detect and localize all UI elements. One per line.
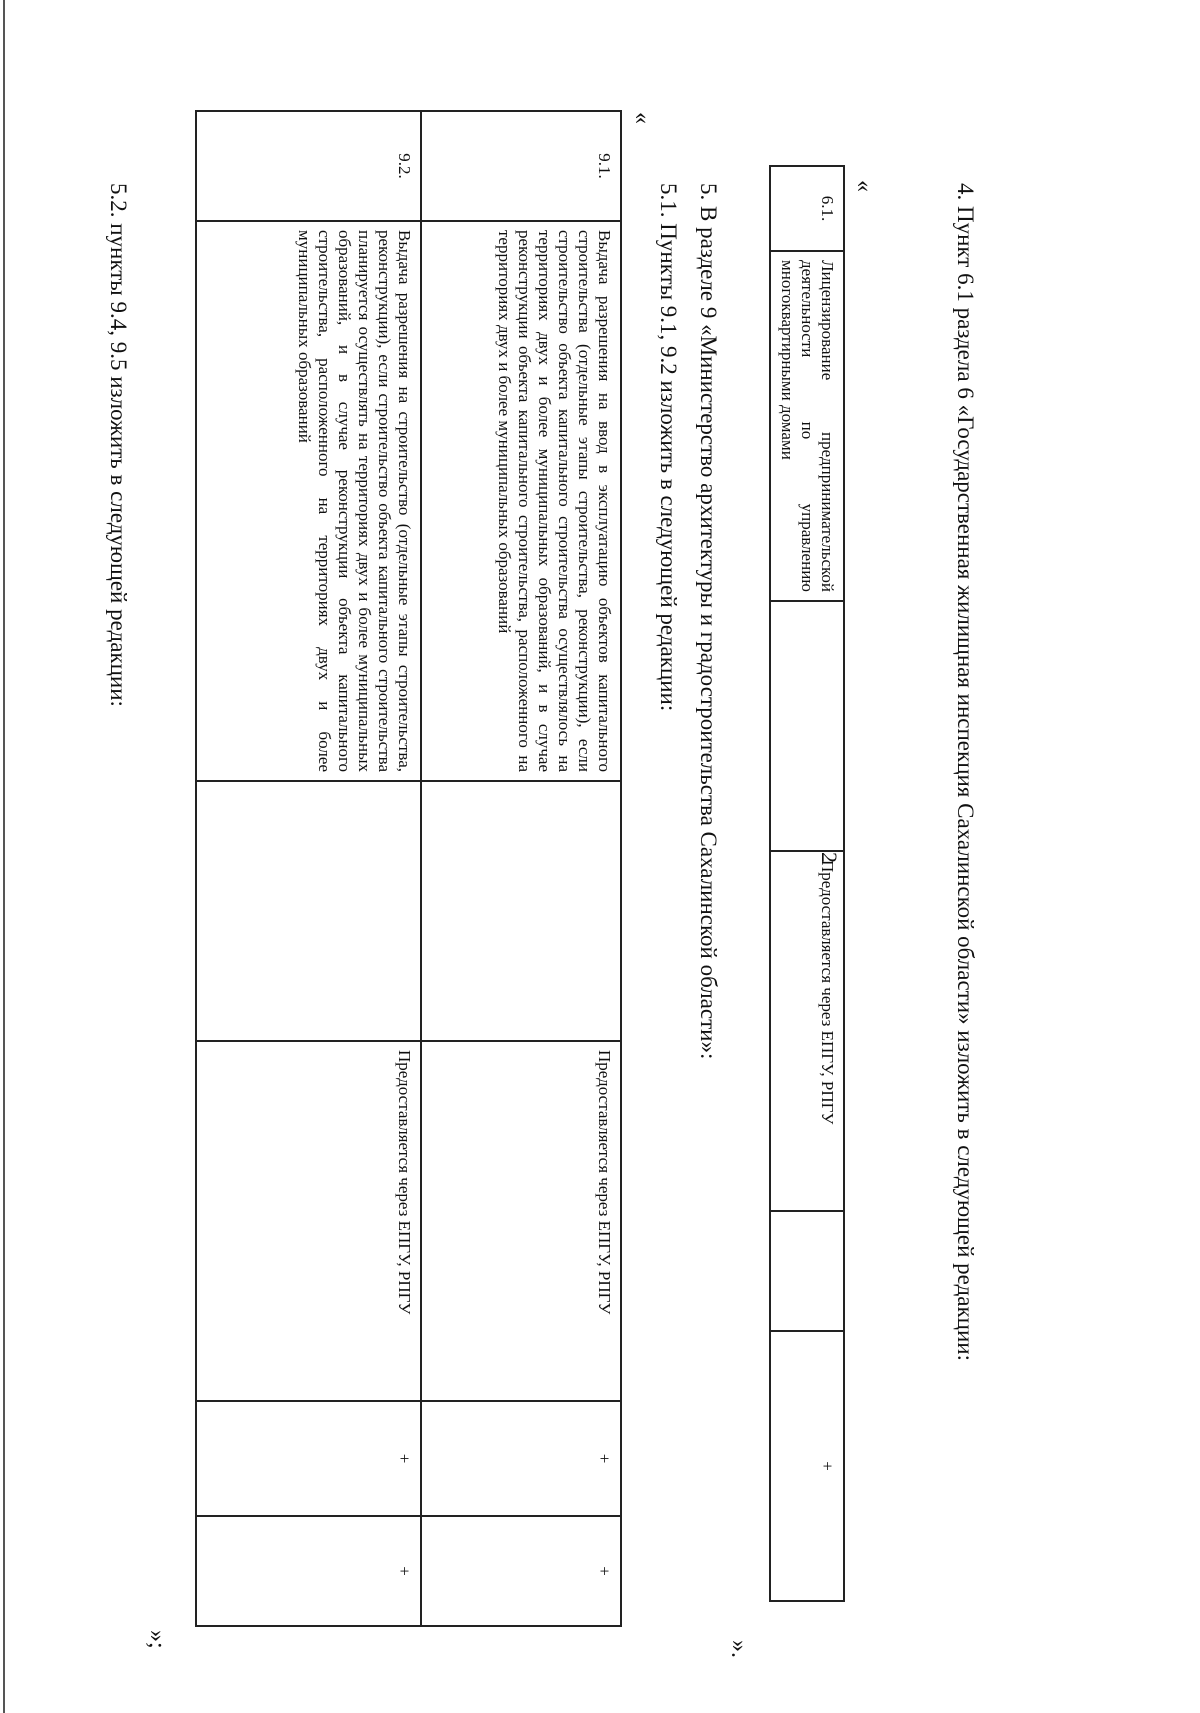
mark-cell: + [196,1401,421,1516]
row-number-cell: 9.2. [196,111,421,221]
row-number-cell: 9.1. [421,111,621,221]
section5-heading: 5. В разделе 9 «Министерство архитектуры и градостроительства Сахалинской области»: [696,183,721,1060]
mark-cell: + [421,1401,621,1516]
empty-cell [421,781,621,1041]
section5-close-quote: »; [144,1630,170,1649]
provision-cell: Предоставляется через ЕПГУ, РПГУ [196,1041,421,1401]
mark-cell: + [770,1331,844,1601]
mark-cell: + [196,1516,421,1626]
service-name-cell: Выдача разрешения на строительство (отдельные этапы строительства, реконструкции), если строительство объекта капитального строительства планируется осуществлять на территориях двух и более муниципальных образований, и в случае реконструкции объекта капитального строительства, расположенного на территориях двух и более муниципальных образований [196,221,421,781]
section4-table [769,165,845,1602]
section4-close-quote: ». [726,1640,752,1658]
row-number-cell: 6.1. [770,166,844,251]
mark-cell [770,1211,844,1331]
service-name-cell: Лицензирование предпринимательской деятельности по управлению многоквартирными домами [770,251,844,601]
page-number: 2 [817,852,842,863]
section5-table [195,110,622,1627]
provision-cell: Предоставляется через ЕПГУ, РПГУ [770,851,844,1211]
section5-sub1: 5.1. Пункты 9.1, 9.2 изложить в следующей редакции: [656,183,681,712]
mark-cell: + [421,1516,621,1626]
section4-paragraph: 4. Пункт 6.1 раздела 6 «Государственная жилищная инспекция Сахалинской области» изложить в следующей редакции: [953,183,978,1361]
empty-cell [196,781,421,1041]
table-row [196,111,421,1626]
table-row [770,166,844,1601]
section5-sub2: 5.2. пункты 9.4, 9.5 изложить в следующей редакции: [106,183,131,707]
empty-cell [770,601,844,851]
section4-open-quote: « [851,180,877,192]
section5-open-quote: « [629,112,655,124]
table-row [421,111,621,1626]
service-name-cell: Выдача разрешения на ввод в эксплуатацию объектов капитального строительства (отдельные этапы строительства, реконструкции), если строительство объекта капитального строительства осуществлялось на территориях двух и более муниципальных образований, и в случае реконструкции объекта капитального строительства, расположенного на территориях двух и более муниципальных образований [421,221,621,781]
provision-cell: Предоставляется через ЕПГУ, РПГУ [421,1041,621,1401]
scan-edge-line [3,0,5,1713]
